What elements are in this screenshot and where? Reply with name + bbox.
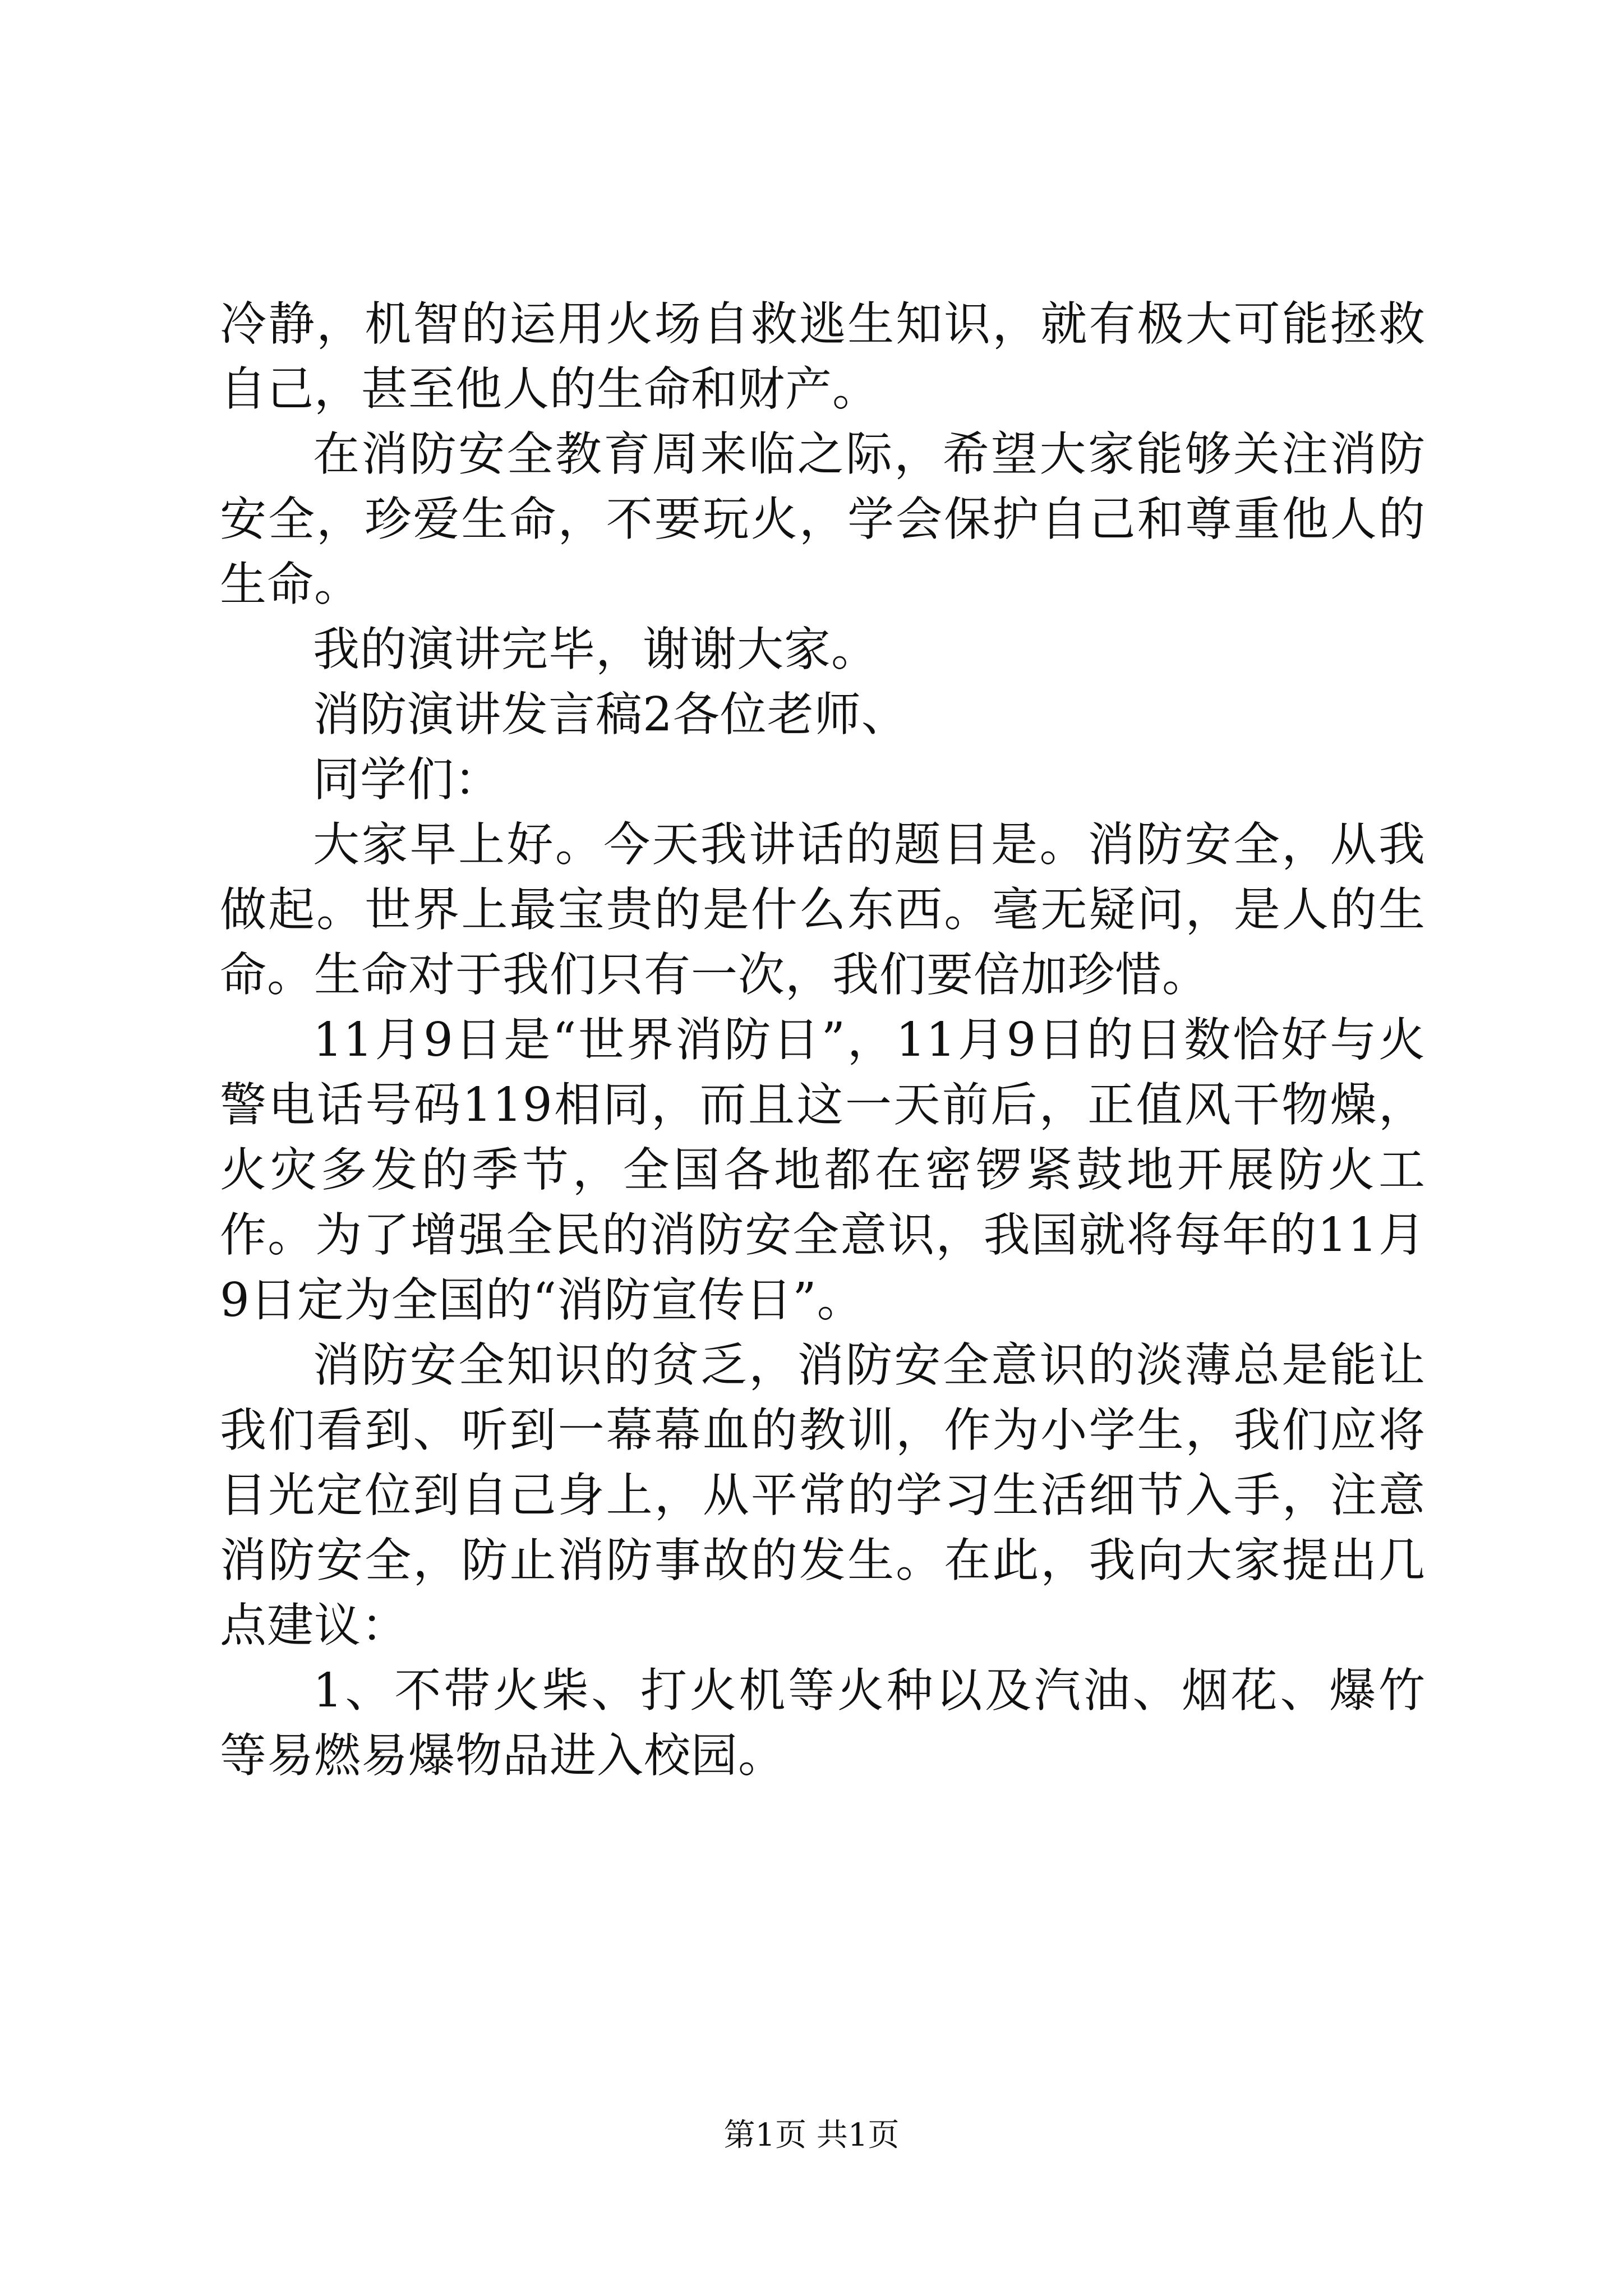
paragraph-6: 大家早上好。今天我讲话的题目是。消防安全，从我做起。世界上最宝贵的是什么东西。毫无疑问，是人的生命。生命对于我们只有一次，我们要倍加珍惜。 bbox=[220, 817, 1426, 1002]
paragraph-8: 消防安全知识的贫乏，消防安全意识的淡薄总是能让我们看到、听到一幕幕血的教训，作为小学生，我们应将目光定位到自己身上，从平常的学习生活细节入手，注意消防安全，防止消防事故的发生。在此，我向大家提出几点建议： bbox=[220, 1338, 1426, 1653]
paragraph-2: 在消防安全教育周来临之际，希望大家能够关注消防安全，珍爱生命，不要玩火，学会保护自己和尊重他人的生命。 bbox=[220, 427, 1426, 611]
page-footer: 第1页 共1页 bbox=[723, 2117, 900, 2154]
paragraph-7: 11月9日是“世界消防日”，11月9日的日数恰好与火警电话号码119相同，而且这一天前后，正值风干物燥，火灾多发的季节，全国各地都在密锣紧鼓地开展防火工作。为了增强全民的消防安全意识，我国就将每年的11月9日定为全国的“消防宣传日”。 bbox=[220, 1013, 1426, 1327]
paragraph-9: 1、不带火柴、打火机等火种以及汽油、烟花、爆竹等易燃易爆物品进入校园。 bbox=[220, 1663, 1426, 1783]
document-body bbox=[220, 292, 1426, 1788]
paragraph-1: 冷静，机智的运用火场自救逃生知识，就有极大可能拯救自己，甚至他人的生命和财产。 bbox=[220, 297, 1426, 416]
paragraph-5: 同学们： bbox=[313, 752, 501, 807]
paragraph-4: 消防演讲发言稿2各位老师、 bbox=[313, 687, 909, 742]
paragraph-3: 我的演讲完毕，谢谢大家。 bbox=[313, 622, 878, 677]
